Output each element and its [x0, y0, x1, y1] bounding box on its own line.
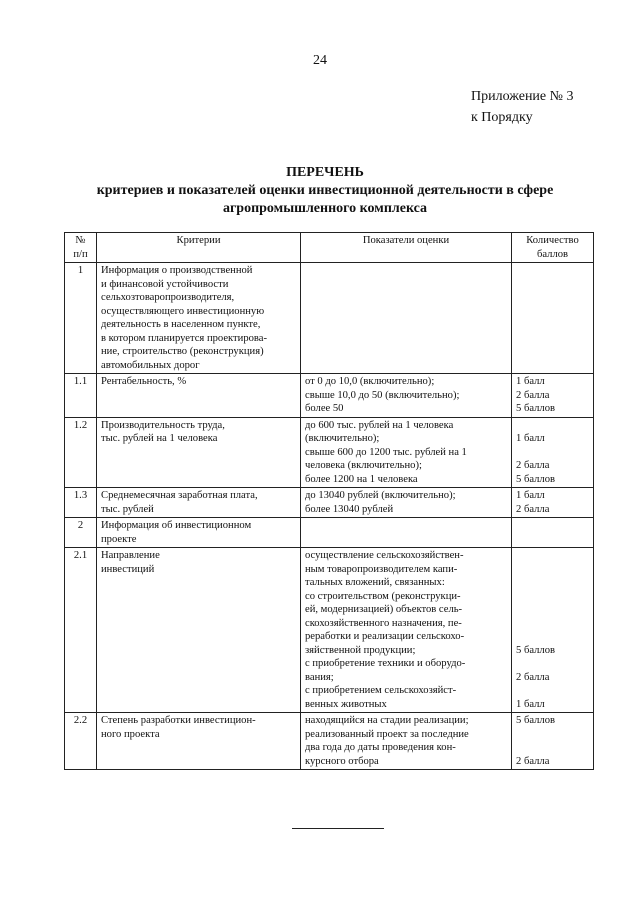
row-number: 1.2 [65, 417, 97, 488]
points-cell [512, 488, 594, 518]
page-number: 24 [313, 53, 327, 68]
table-row [65, 488, 594, 518]
points-line [516, 603, 589, 617]
table-row [65, 417, 594, 488]
criteria-line: Информация об инвестиционном [101, 520, 252, 531]
criteria-cell [97, 417, 301, 488]
criteria-line: деятельность в населенном пункте, [101, 319, 261, 330]
row-number: 1.3 [65, 488, 97, 518]
points-line [516, 728, 589, 742]
title-line-2: критериев и показателей оценки инвестиционной деятельности в сфере [96, 183, 554, 198]
indicator-line: два года до даты проведения кон- [305, 742, 456, 753]
appendix-line-1: Приложение № 3 [471, 89, 574, 104]
points-line [516, 630, 589, 644]
table-row [65, 713, 594, 770]
points-line [516, 657, 589, 671]
criteria-table [64, 232, 594, 770]
indicators-cell [301, 374, 512, 418]
indicator-line: свыше 10,0 до 50 (включительно); [305, 389, 460, 401]
points-line: 1 балл [516, 433, 545, 444]
indicator-line: вания; [305, 671, 334, 683]
indicator-line: до 13040 рублей (включительно); [305, 490, 456, 501]
criteria-line: ние, строительство (реконструкция) [101, 346, 264, 357]
table-row [65, 263, 594, 374]
criteria-line: осуществляющего инвестиционную [101, 305, 265, 317]
points-line [516, 590, 589, 604]
points-line: 1 балл [516, 698, 545, 710]
indicator-line: зяйственной продукции; [305, 644, 416, 656]
header-num-line-1: № [75, 235, 86, 246]
table-row [65, 548, 594, 713]
row-number: 1 [65, 263, 97, 374]
indicator-line: более 1200 на 1 человека [305, 473, 418, 485]
row-number: 2 [65, 518, 97, 548]
appendix-note [471, 86, 574, 128]
row-number: 2.1 [65, 548, 97, 713]
footer-rule [292, 828, 384, 829]
indicators-cell [301, 713, 512, 770]
criteria-line: тыс. рублей на 1 человека [101, 433, 218, 444]
indicator-line: ей, модернизацией) объектов сель- [305, 604, 463, 615]
points-cell [512, 518, 594, 548]
criteria-line: автомобильных дорог [101, 359, 200, 371]
points-cell [512, 263, 594, 374]
header-criteria: Критерии [97, 233, 301, 263]
criteria-cell [97, 488, 301, 518]
points-line: 5 баллов [516, 403, 556, 414]
points-line: 5 баллов [516, 644, 556, 656]
indicator-line: свыше 600 до 1200 тыс. рублей на 1 [305, 446, 467, 458]
criteria-cell [97, 518, 301, 548]
points-line [516, 419, 589, 433]
criteria-cell [97, 713, 301, 770]
points-cell [512, 374, 594, 418]
points-line [516, 576, 589, 590]
appendix-line-2: к Порядку [471, 110, 533, 125]
criteria-cell [97, 548, 301, 713]
points-cell [512, 417, 594, 488]
row-number: 1.1 [65, 374, 97, 418]
criteria-line: проекте [101, 533, 137, 545]
table-body [65, 263, 594, 770]
header-num [65, 233, 97, 263]
points-line [516, 617, 589, 631]
indicator-line: тальных вложений, связанных: [305, 577, 445, 588]
criteria-line: Степень разработки инвестицион- [101, 715, 256, 726]
indicator-line: (включительно); [305, 433, 380, 444]
points-line [516, 684, 589, 698]
points-line: 2 балла [516, 389, 550, 401]
points-line: 2 балла [516, 755, 550, 767]
indicator-line: ным товаропроизводителем капи- [305, 563, 458, 575]
indicator-line: реализованный проект за последние [305, 728, 469, 740]
points-line: 1 балл [516, 490, 545, 501]
document-title [60, 164, 590, 218]
header-points-line-1: Количество [526, 235, 579, 246]
indicator-line: до 600 тыс. рублей на 1 человека [305, 419, 454, 431]
points-line: 1 балл [516, 376, 545, 387]
points-line: 2 балла [516, 460, 550, 471]
indicator-line: находящийся на стадии реализации; [305, 715, 469, 726]
criteria-line: Производительность труда, [101, 419, 225, 431]
header-indicators: Показатели оценки [301, 233, 512, 263]
indicator-line: более 50 [305, 403, 344, 414]
indicator-line: со строительством (реконструкци- [305, 590, 461, 602]
title-line-1: ПЕРЕЧЕНЬ [286, 165, 364, 180]
header-points-line-2: баллов [536, 248, 569, 260]
points-cell [512, 548, 594, 713]
criteria-line: Рентабельность, % [101, 376, 187, 387]
points-line [516, 549, 589, 563]
indicator-line: венных животных [305, 698, 387, 710]
indicators-cell [301, 548, 512, 713]
points-line [516, 446, 589, 460]
indicator-line: с приобретение техники и оборудо- [305, 658, 466, 669]
table-row [65, 374, 594, 418]
indicator-line: скохозяйственного назначения, пе- [305, 617, 462, 629]
indicators-cell [301, 518, 512, 548]
indicator-line: более 13040 рублей [305, 503, 394, 515]
title-line-3: агропромышленного комплекса [222, 201, 428, 216]
table-header-row [65, 233, 594, 263]
row-number: 2.2 [65, 713, 97, 770]
criteria-cell [97, 374, 301, 418]
criteria-line: в котором планируется проектирова- [101, 332, 268, 344]
criteria-line: тыс. рублей [101, 503, 154, 515]
criteria-line: Среднемесячная заработная плата, [101, 490, 258, 501]
criteria-line: сельхозтоваропроизводителя, [101, 292, 235, 303]
points-cell [512, 713, 594, 770]
points-line: 2 балла [516, 671, 550, 683]
criteria-line: инвестиций [101, 563, 155, 575]
points-line: 2 балла [516, 503, 550, 515]
points-line [516, 563, 589, 577]
criteria-line: и финансовой устойчивости [101, 278, 229, 290]
indicators-cell [301, 488, 512, 518]
indicator-line: человека (включительно); [305, 460, 422, 471]
criteria-line: Направление [101, 550, 160, 561]
points-line [516, 741, 589, 755]
indicators-cell [301, 417, 512, 488]
criteria-line: Информация о производственной [101, 265, 253, 276]
indicator-line: осуществление сельскохозяйствен- [305, 550, 464, 561]
header-points [512, 233, 594, 263]
indicators-cell [301, 263, 512, 374]
criteria-cell [97, 263, 301, 374]
header-num-line-2: п/п [73, 248, 88, 260]
indicator-line: с приобретением сельскохозяйст- [305, 685, 457, 696]
criteria-line: ного проекта [101, 728, 160, 740]
indicator-line: от 0 до 10,0 (включительно); [305, 376, 435, 387]
indicator-line: курсного отбора [305, 755, 379, 767]
points-line: 5 баллов [516, 715, 556, 726]
indicator-line: реработки и реализации сельскохо- [305, 631, 465, 642]
table-row [65, 518, 594, 548]
points-line: 5 баллов [516, 473, 556, 485]
